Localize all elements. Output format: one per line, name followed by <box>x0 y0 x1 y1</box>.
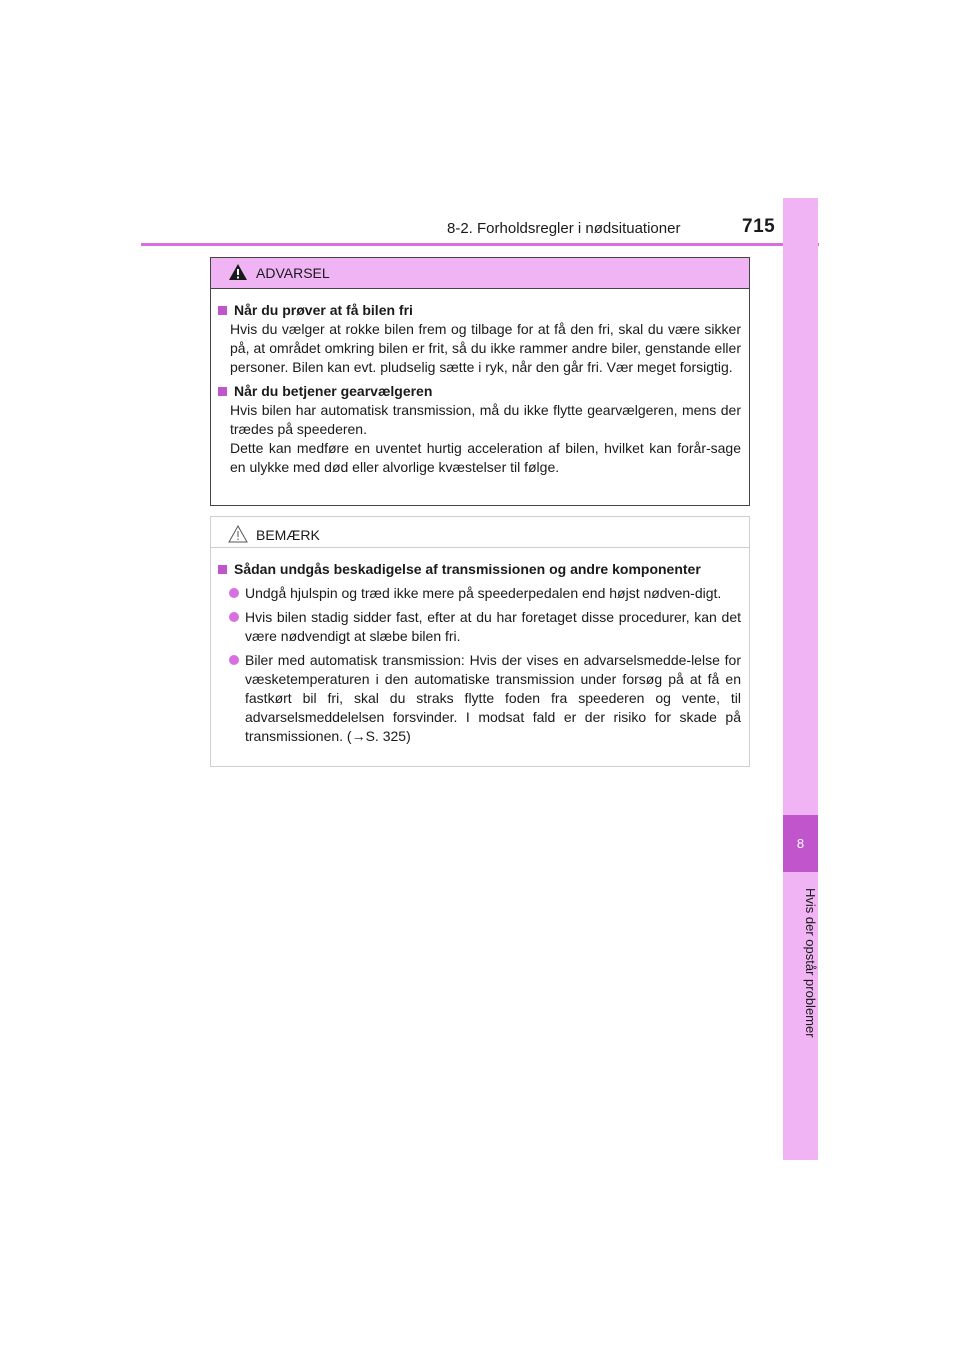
header-divider <box>141 243 819 246</box>
warning-body <box>211 289 749 477</box>
notice-title <box>218 560 741 579</box>
notice-title-text: Sådan undgås beskadigelse af transmissionen og andre komponenter <box>234 561 701 577</box>
warning-item-title-text: Når du betjener gearvælgeren <box>234 383 433 399</box>
notice-bullet-text: Hvis bilen stadig sidder fast, efter at du har foretaget disse procedurer, kan det være nødvendigt at slæbe bilen fri. <box>245 609 741 644</box>
warning-item-text: Dette kan medføre en uventet hurtig acceleration af bilen, hvilket kan forår-sage en ulykke med død eller alvorlige kvæstelser til følge. <box>230 440 741 475</box>
warning-item-text: Hvis bilen har automatisk transmission, må du ikke flytte gearvælgeren, mens der trædes på speederen. <box>230 402 741 437</box>
warning-item <box>218 382 741 477</box>
circle-bullet-icon <box>229 655 239 665</box>
warning-header <box>211 258 749 289</box>
warning-item-title <box>218 301 741 320</box>
chapter-side-tab <box>783 198 818 1160</box>
warning-label: ADVARSEL <box>256 265 330 281</box>
warning-item <box>218 301 741 377</box>
section-title: 8-2. Forholdsregler i nødsituationer <box>447 220 681 237</box>
chapter-number: 8 <box>783 815 818 872</box>
square-bullet-icon <box>218 306 227 315</box>
warning-item-title-text: Når du prøver at få bilen fri <box>234 302 413 318</box>
notice-box <box>210 516 750 767</box>
circle-bullet-icon <box>229 588 239 598</box>
notice-bullet <box>218 651 741 746</box>
warning-triangle-icon <box>228 263 248 281</box>
notice-bullet-text: Undgå hjulspin og træd ikke mere på speederpedalen end højst nødven-digt. <box>245 585 722 601</box>
warning-item-title <box>218 382 741 401</box>
notice-label: BEMÆRK <box>256 527 320 543</box>
notice-bullet-text: Biler med automatisk transmission: Hvis der vises en advarselsmedde-lelse for væsketemperaturen i den automatiske transmission under forsøg på at få en fastkørt bil fri, skal du straks flytte foden fra speederen og vente, til advarselsmeddelelsen forsvinder. I modsat fald er der risiko for skade på transmissionen. (→S. 325) <box>245 652 741 744</box>
warning-item-text: Hvis du vælger at rokke bilen frem og tilbage for at få den fri, skal du være sikker på, at området omkring bilen er frit, så du ikke rammer andre biler, genstande eller personer. Bilen kan evt. pludselig sætte i ryk, når den går fri. Vær meget forsigtig. <box>230 321 741 375</box>
page-number: 715 <box>742 216 776 237</box>
notice-bullet <box>218 584 741 603</box>
circle-bullet-icon <box>229 612 239 622</box>
chapter-title <box>783 888 818 1258</box>
square-bullet-icon <box>218 387 227 396</box>
chapter-title-text: Hvis der opstår problemer <box>803 888 818 1038</box>
square-bullet-icon <box>218 565 227 574</box>
notice-bullet <box>218 608 741 646</box>
notice-header <box>211 517 749 548</box>
caution-triangle-icon <box>228 525 248 543</box>
notice-body <box>211 548 749 746</box>
warning-box <box>210 257 750 506</box>
